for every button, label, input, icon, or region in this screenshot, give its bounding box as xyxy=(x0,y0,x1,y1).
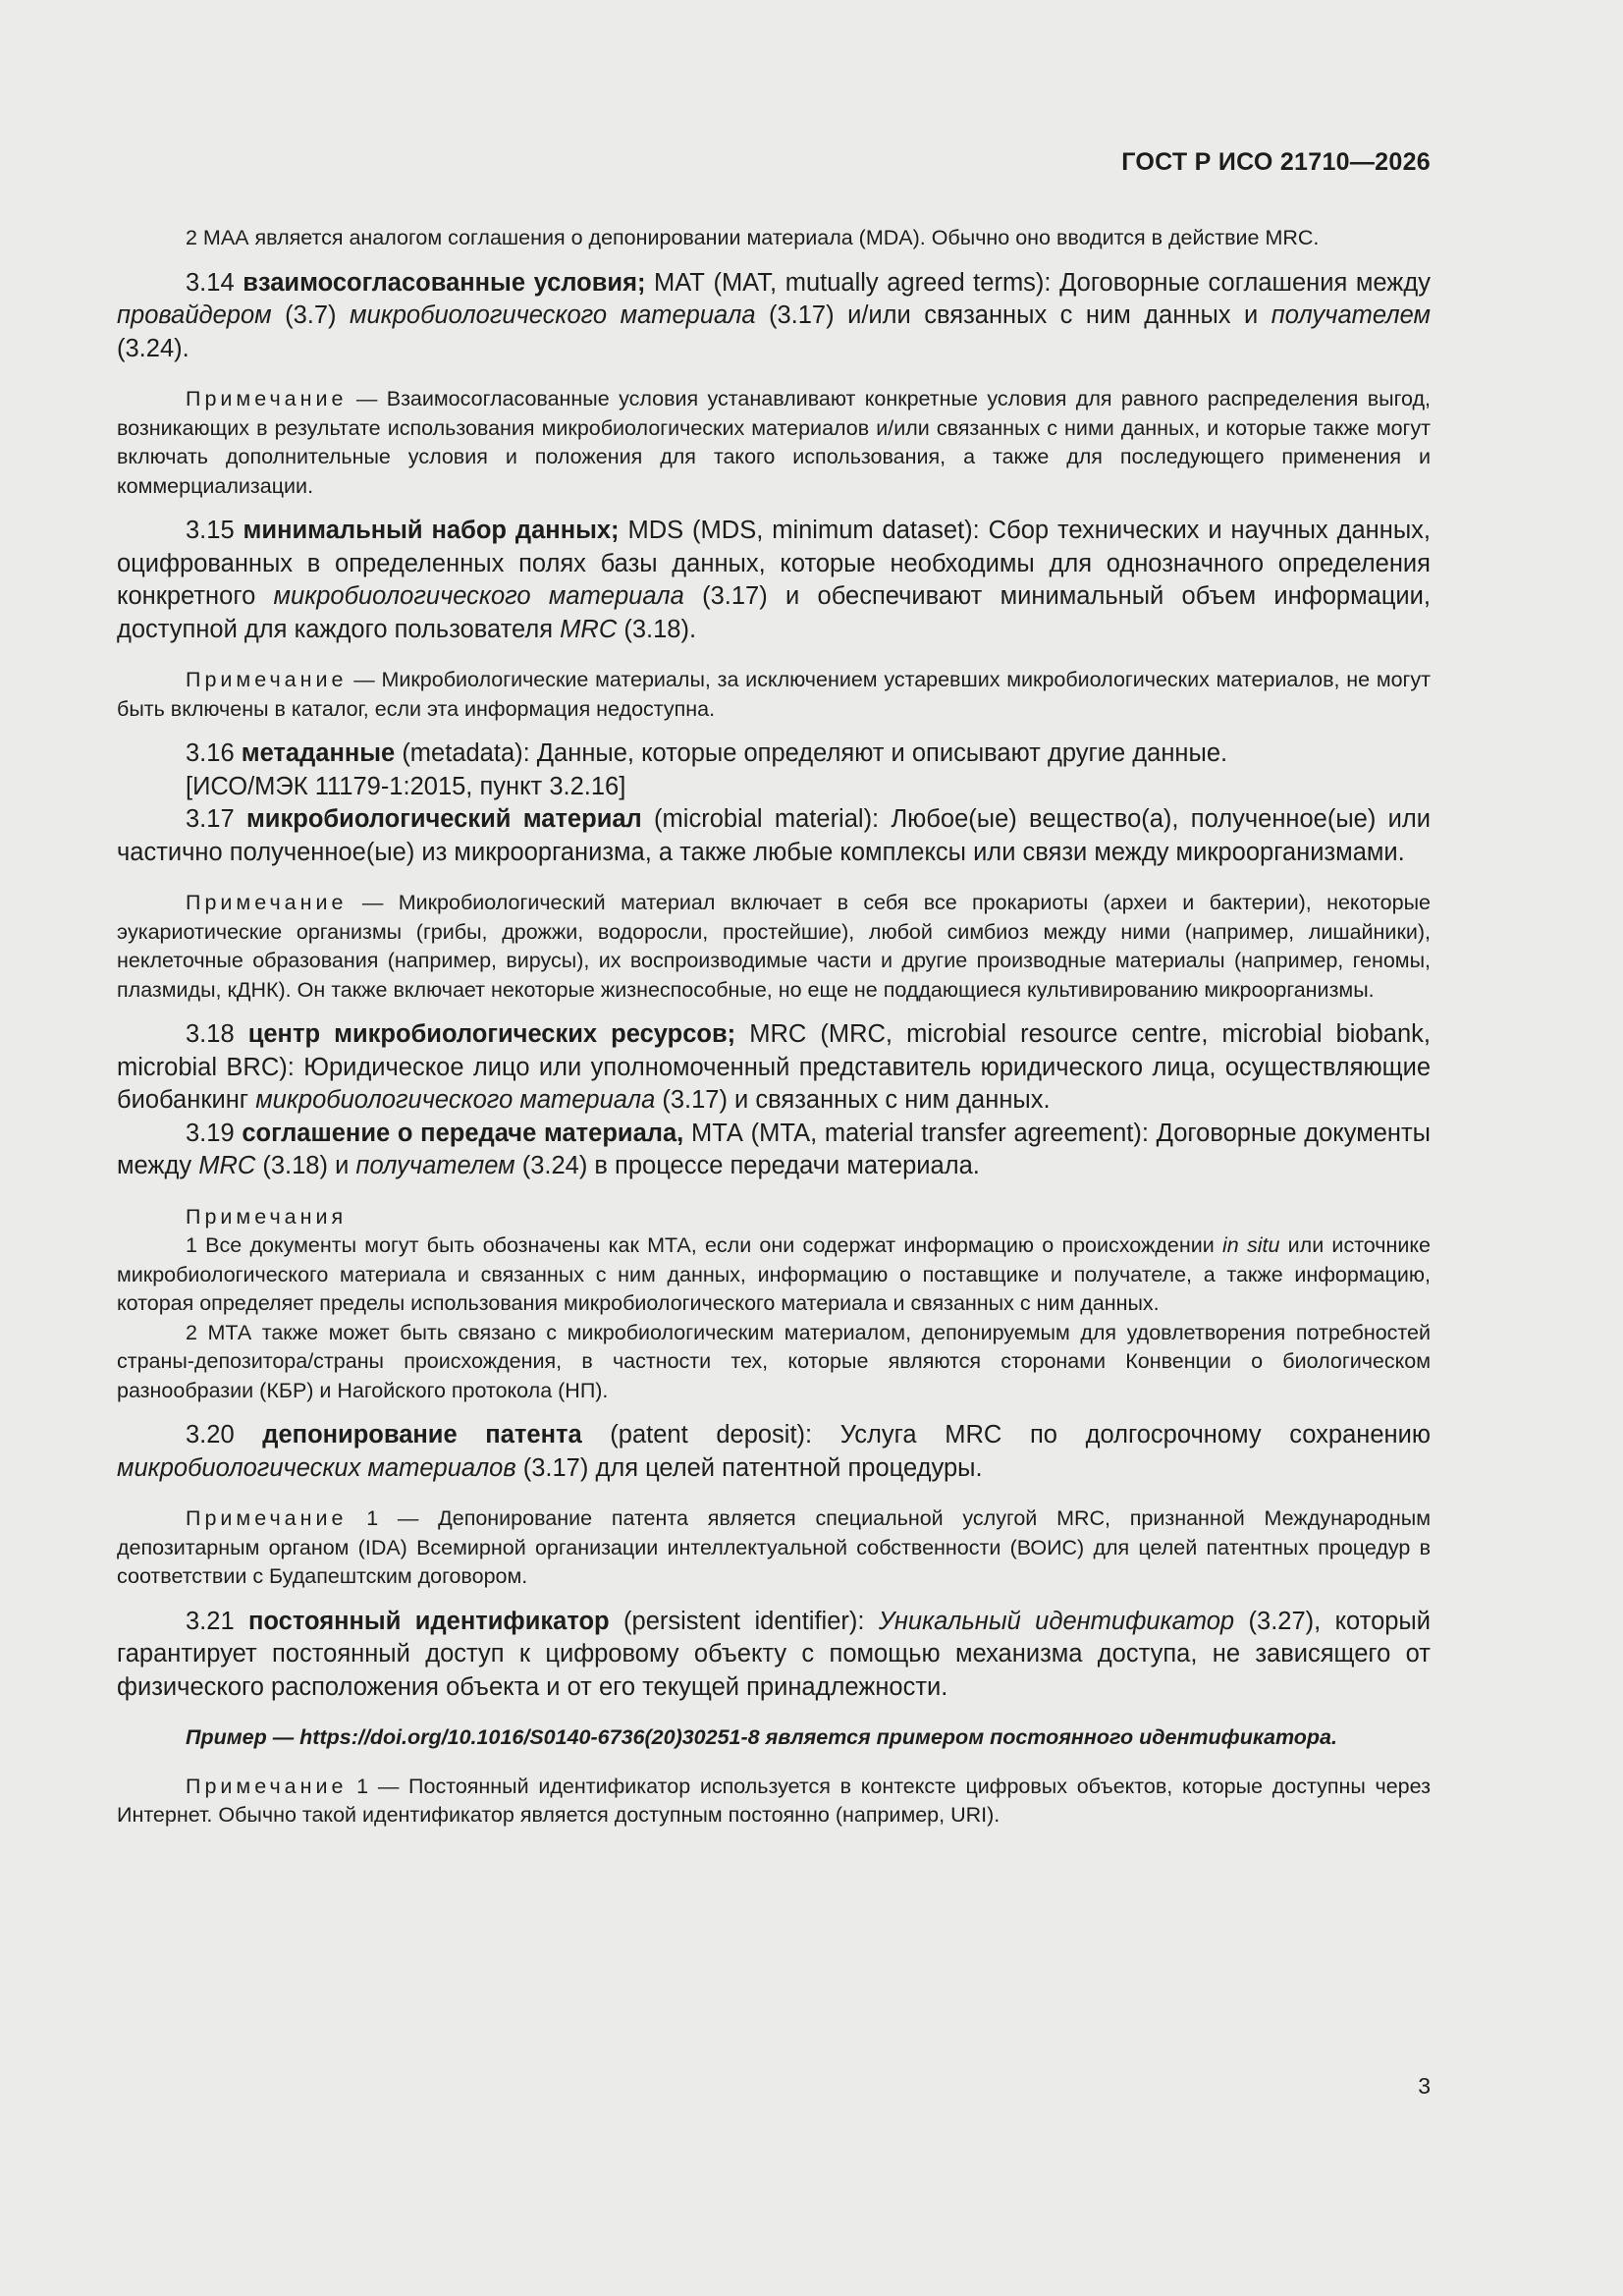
term-3-20: 3.20 депонирование патента (patent deposit): Услуга MRC по долгосрочному сохранению микробиологических материалов (3.17) для целей патентной процедуры. xyxy=(117,1421,1431,1482)
example-3-21: Пример — https://doi.org/10.1016/S0140-6736(20)30251-8 является примером постоянного идентификатора. xyxy=(186,1725,1337,1749)
note-3-17: Примечание — Микробиологический материал включает в себя все прокариоты (археи и бактерии), некоторые эукариотические организмы (грибы, дрожжи, водоросли, простейшие), любой симбиоз между ними (например, лишайники), неклеточные образования (например, вирусы), их воспроизводимые части и другие производные материалы (например, геномы, плазмиды, кДНК). Он также включает некоторые жизнеспособные, но еще не поддающиеся культивированию микроорганизмы. xyxy=(117,891,1431,1002)
page-content xyxy=(117,224,1431,1831)
term-3-16-reference: [ИСО/МЭК 11179-1:2015, пункт 3.2.16] xyxy=(186,772,626,800)
note-3-20: Примечание 1 — Депонирование патента является специальной услугой MRC, признанной Международным депозитарным органом (IDA) Всемирной организации интеллектуальной собственности (ВОИС) для целей патентных процедур в соответствии с Будапештским договором. xyxy=(117,1506,1431,1588)
note-3-19-2: 2 МТА также может быть связано с микробиологическим материалом, депонируемым для удовлетворения потребностей страны-депозитора/страны происхождения, в частности тех, которые являются сторонами Конвенции о биологическом разнообразии (КБР) и Нагойского протокола (НП). xyxy=(117,1320,1431,1402)
standard-number-header: ГОСТ Р ИСО 21710—2026 xyxy=(1121,148,1431,176)
term-3-19: 3.19 соглашение о передаче материала, МТА (MTA, material transfer agreement): Договорные документы между MRC (3.18) и получателем (3.24) в процессе передачи материала. xyxy=(117,1119,1432,1179)
note-3-19-1: 1 Все документы могут быть обозначены как МТА, если они содержат информацию о происхождении in situ или источнике микробиологического материала и связанных с ним данных, информацию о поставщике и получателе, а также информацию, которая определяет пределы использования микробиологического материала и связанных с ним данных. xyxy=(117,1233,1431,1315)
note-paragraph: 2 МАА является аналогом соглашения о депонировании материала (MDA). Обычно оно вводится в действие MRC. xyxy=(186,226,1320,249)
term-3-15: 3.15 минимальный набор данных; MDS (MDS, minimum dataset): Сбор технических и научных данных, оцифрованных в определенных полях базы данных, которые необходимы для однозначного определения конкретного микробиологического материала (3.17) и обеспечивают минимальный объем информации, доступной для каждого пользователя MRC (3.18). xyxy=(117,517,1431,643)
term-3-21: 3.21 постоянный идентификатор (persistent identifier): Уникальный идентификатор (3.27), который гарантирует постоянный доступ к цифровому объекту с помощью механизма доступа, не зависящего от физического расположения объекта и от его текущей принадлежности. xyxy=(117,1607,1432,1701)
note-3-15: Примечание — Микробиологические материалы, за исключением устаревших микробиологических материалов, не могут быть включены в каталог, если эта информация недоступна. xyxy=(117,668,1431,721)
term-3-18: 3.18 центр микробиологических ресурсов; MRC (MRC, microbial resource centre, microbial biobank, microbial BRC): Юридическое лицо или уполномоченный представитель юридического лица, осуществляющие биобанкинг микробиологического материала (3.17) и связанных с ним данных. xyxy=(117,1020,1431,1114)
page-number: 3 xyxy=(1418,2073,1431,2099)
note-3-21: Примечание 1 — Постоянный идентификатор используется в контексте цифровых объектов, которые доступны через Интернет. Обычно такой идентификатор является доступным постоянно (например, URI). xyxy=(117,1774,1431,1827)
note-3-14: Примечание — Взаимосогласованные условия устанавливают конкретные условия для равного распределения выгод, возникающих в результате использования микробиологических материалов и/или связанных с ними данных, и которые также могут включать дополнительные условия и положения для такого использования, а также для последующего применения и коммерциализации. xyxy=(117,387,1431,498)
term-3-14: 3.14 взаимосогласованные условия; МАТ (MAT, mutually agreed terms): Договорные соглашения между провайдером (3.7) микробиологического материала (3.17) и/или связанных с ним данных и получателем (3.24). xyxy=(117,268,1431,362)
term-3-17: 3.17 микробиологический материал (microbial material): Любое(ые) вещество(а), полученное(ые) или частично полученное(ые) из микроорганизма, а также любые комплексы или связи между микроорганизмами. xyxy=(117,805,1432,866)
notes-3-19-heading: Примечания xyxy=(186,1204,348,1229)
term-3-16: 3.16 метаданные (metadata): Данные, которые определяют и описывают другие данные. xyxy=(186,739,1228,767)
